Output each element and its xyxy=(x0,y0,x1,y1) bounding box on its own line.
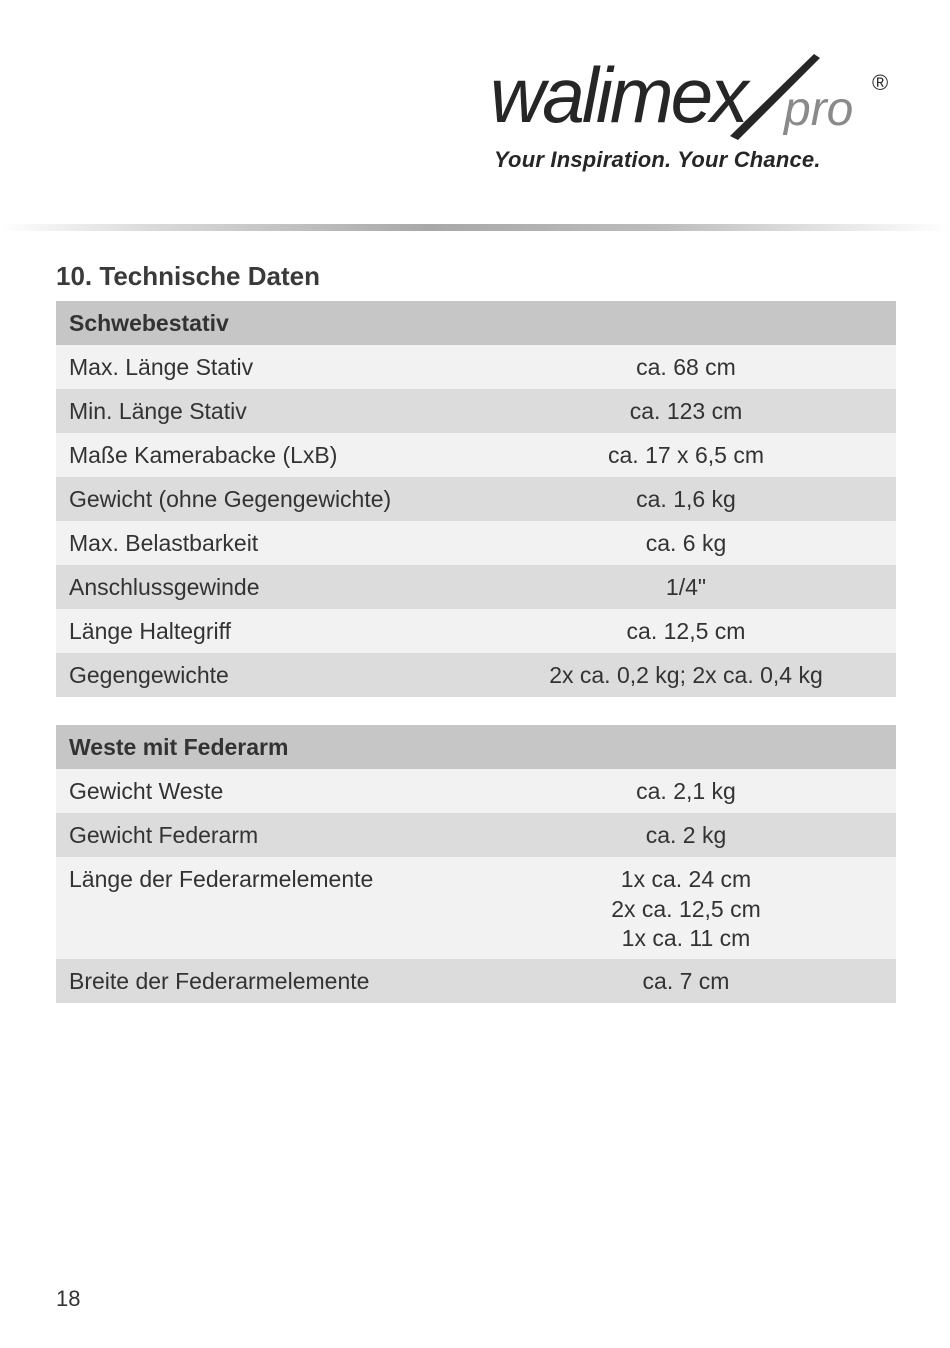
spec-label: Gewicht Federarm xyxy=(56,813,476,857)
table-row xyxy=(56,769,896,813)
header-divider xyxy=(0,224,950,231)
spec-value: ca. 2 kg xyxy=(476,813,896,857)
page-number: 18 xyxy=(56,1286,81,1311)
table-row xyxy=(56,433,896,477)
spec-value: ca. 2,1 kg xyxy=(476,769,896,813)
spec-label: Max. Belastbarkeit xyxy=(56,521,476,565)
table-row xyxy=(56,857,896,959)
spec-label: Gewicht Weste xyxy=(56,769,476,813)
spec-label: Länge der Federarmelemente xyxy=(56,857,476,959)
section-title: 10. Technische Daten xyxy=(56,261,320,291)
brand-logo xyxy=(490,52,900,177)
table-row xyxy=(56,389,896,433)
table-heading: Schwebestativ xyxy=(56,301,896,345)
spec-value-multiline xyxy=(476,857,896,959)
table-row xyxy=(56,813,896,857)
spec-value: 1/4" xyxy=(476,565,896,609)
spec-value: 2x ca. 0,2 kg; 2x ca. 0,4 kg xyxy=(476,653,896,697)
spec-value: ca. 6 kg xyxy=(476,521,896,565)
spec-label: Max. Länge Stativ xyxy=(56,345,476,389)
spec-label: Anschlussgewinde xyxy=(56,565,476,609)
spec-value: ca. 12,5 cm xyxy=(476,609,896,653)
spec-value: ca. 123 cm xyxy=(476,389,896,433)
spec-table-schwebestativ xyxy=(56,301,896,697)
table-heading: Weste mit Federarm xyxy=(56,725,896,769)
spec-value-line: 1x ca. 11 cm xyxy=(621,925,751,951)
table-row xyxy=(56,609,896,653)
spec-label: Gewicht (ohne Gegengewichte) xyxy=(56,477,476,521)
table-row xyxy=(56,959,896,1003)
table-heading-row xyxy=(56,301,896,345)
table-row xyxy=(56,521,896,565)
spec-value: ca. 17 x 6,5 cm xyxy=(476,433,896,477)
spec-table-weste xyxy=(56,725,896,1003)
spec-value: ca. 1,6 kg xyxy=(476,477,896,521)
table-row xyxy=(56,345,896,389)
table-row xyxy=(56,653,896,697)
spec-label: Gegengewichte xyxy=(56,653,476,697)
spec-label: Maße Kamerabacke (LxB) xyxy=(56,433,476,477)
spec-value: ca. 7 cm xyxy=(476,959,896,1003)
spec-label: Min. Länge Stativ xyxy=(56,389,476,433)
logo-suffix: pro xyxy=(784,83,854,136)
table-heading-row xyxy=(56,725,896,769)
registered-mark-icon: ® xyxy=(872,70,889,95)
spec-label: Breite der Federarmelemente xyxy=(56,959,476,1003)
table-row xyxy=(56,565,896,609)
spec-label: Länge Haltegriff xyxy=(56,609,476,653)
brand-tagline: Your Inspiration. Your Chance. xyxy=(494,147,821,172)
table-row xyxy=(56,477,896,521)
logo-wordmark: walimex xyxy=(490,51,746,139)
spec-value: ca. 68 cm xyxy=(476,345,896,389)
spec-value-line: 1x ca. 24 cm xyxy=(620,866,752,892)
spec-value-line: 2x ca. 12,5 cm xyxy=(611,895,761,922)
